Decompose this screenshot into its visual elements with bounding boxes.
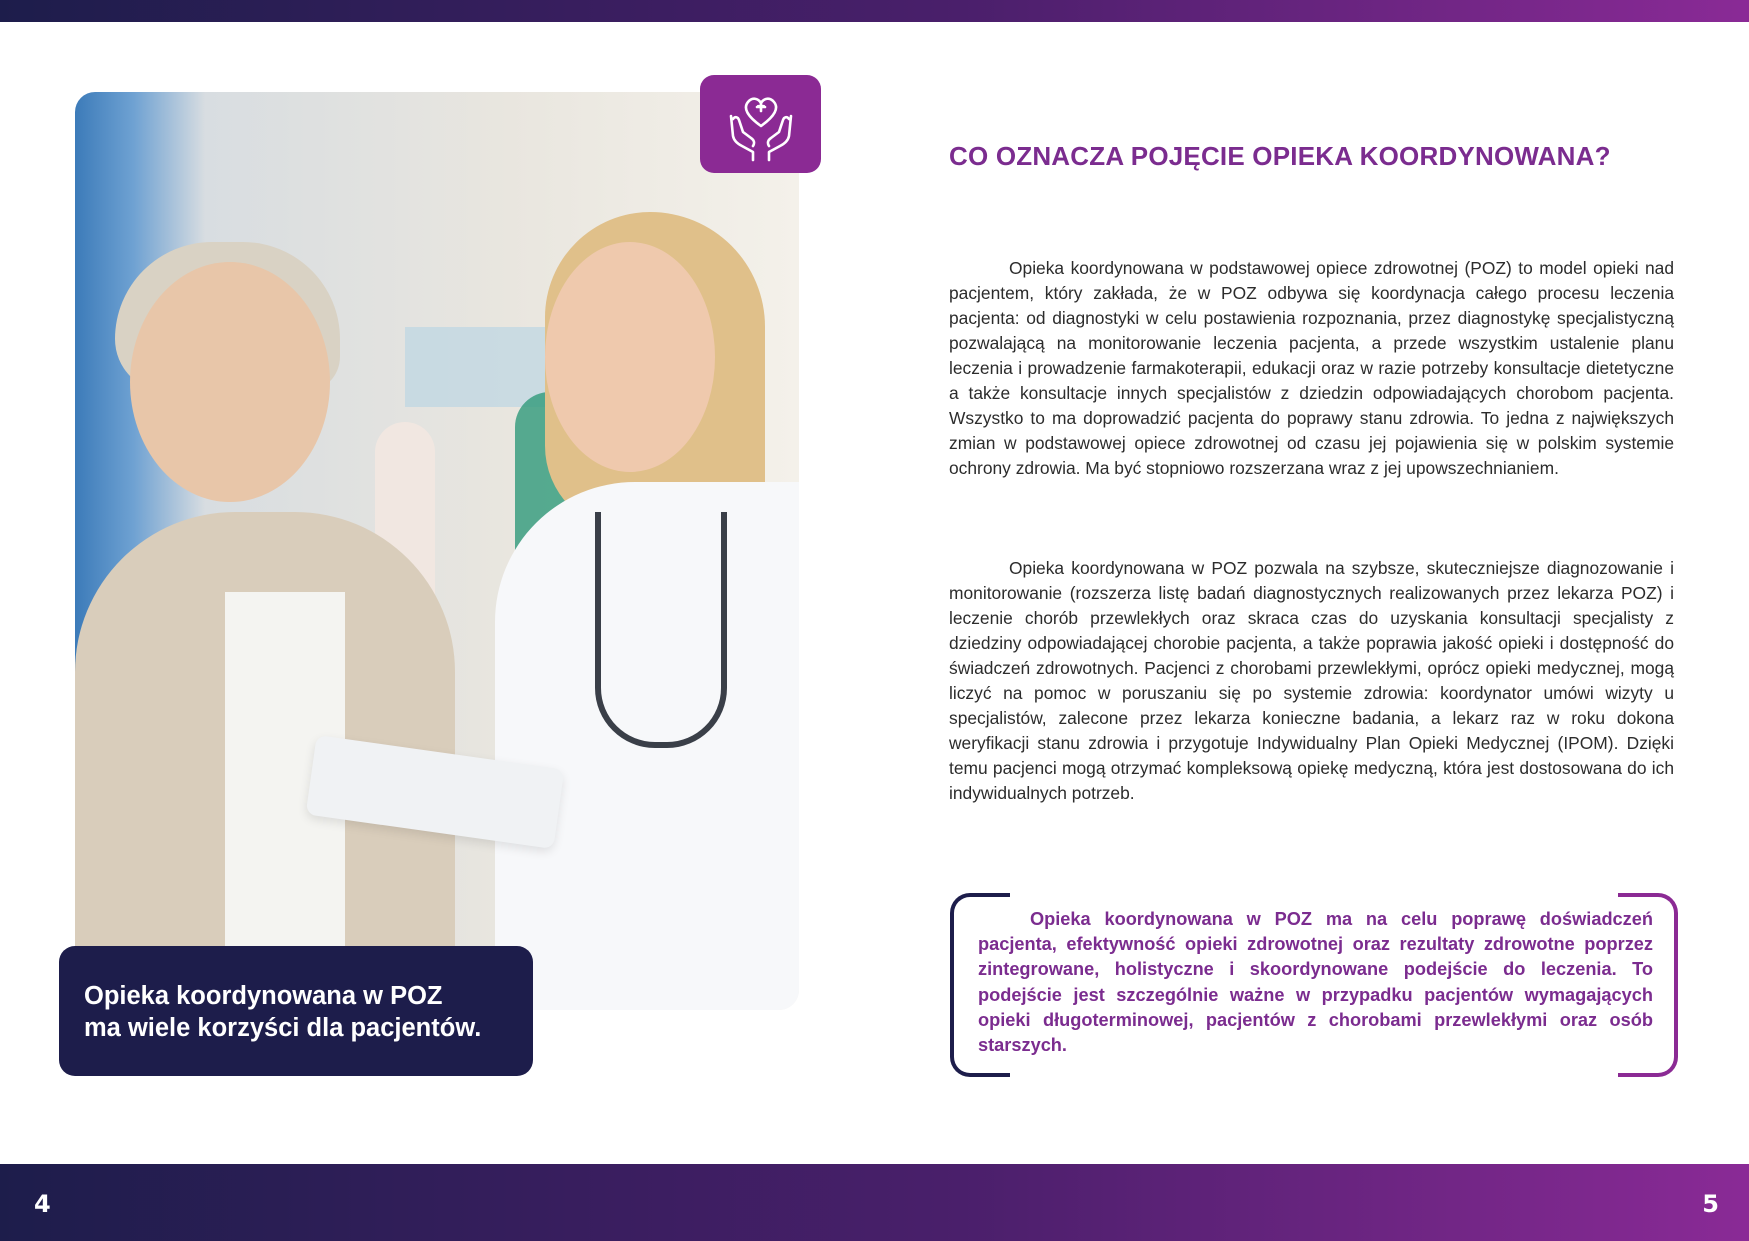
section-heading: CO OZNACZA POJĘCIE OPIEKA KOORDYNOWANA? bbox=[949, 141, 1611, 171]
top-gradient-bar bbox=[0, 0, 1749, 22]
quote-text: Opieka koordynowana w POZ ma na celu poprawę doświadczeń pacjenta, efektywność opieki zdrowotnej oraz rezultaty zdrowotne poprzez zintegrowane, holistyczne i skoordynowane podejście do leczenia. To podejście jest szczególnie ważne w przypadku pacjentów wymagających opieki długoterminowej, pacjentów z chorobami przewlekłymi oraz osób starszych. bbox=[978, 909, 1653, 1056]
footer-gradient-bar bbox=[0, 1164, 1749, 1241]
paragraph-2: Opieka koordynowana w POZ pozwala na szybsze, skuteczniejsze diagnozowanie i monitorowanie (rozszerza listę badań diagnostycznych realizowanych przez lekarza POZ) i leczenie chorób przewlekłych oraz skraca czas do uzyskania konsultacji specjalisty z dziedziny odpowiadającej chorobie pacjenta, a także poprawia jakość opieki i dostępność do świadczeń zdrowotnych. Pacjenci z chorobami przewlekłymi, oprócz opieki medycznej, mogą liczyć na pomoc w poruszaniu się po systemie zdrowia: koordynator umówi wizyty u specjalistów, zalecone przez lekarza konieczne badania, a lekarz raz w roku dokona weryfikacji stanu zdrowia i przygotuje Indywidualny Plan Opieki Medycznej (IPOM). Dzięki temu pacjenci mogą otrzymać kompleksową opiekę medyczną, która jest dostosowana do ich indywidualnych potrzeb. bbox=[949, 558, 1674, 803]
photo-stethoscope bbox=[595, 512, 727, 748]
photo-doctor-face bbox=[545, 242, 715, 472]
caption-line-1: Opieka koordynowana w POZ bbox=[84, 982, 443, 1010]
hands-heart-cross-icon bbox=[700, 75, 821, 173]
paragraph-1: Opieka koordynowana w podstawowej opiece zdrowotnej (POZ) to model opieki nad pacjentem, który zakłada, że w POZ odbywa się koordynacja całego procesu leczenia pacjenta: od diagnostyki w celu postawienia rozpoznania, przez diagnostykę specjalistyczną pozwalającą na monitorowanie leczenia pacjenta, a przede wszystkim ustalenie planu leczenia i prowadzenie farmakoterapii, edukacji oraz w razie potrzeby konsultacje dietetyczne a także konsultacje innych specjalistów z dziedzin odpowiadających chorobom pacjenta. Wszystko to ma doprowadzić pacjenta do poprawy stanu zdrowia. To jedna z największych zmian w podstawowej opiece zdrowotnej od czasu jej pojawienia się w polskim systemie ochrony zdrowia. Ma być stopniowo rozszerzana wraz z jej upowszechnianiem. bbox=[949, 258, 1674, 478]
highlight-quote bbox=[950, 893, 1678, 1077]
doctor-patient-photo bbox=[75, 92, 799, 1010]
caption-line-2: ma wiele korzyści dla pacjentów. bbox=[84, 1014, 482, 1042]
caption-box bbox=[59, 946, 533, 1076]
page-number-right: 5 bbox=[1702, 1190, 1719, 1218]
photo-patient-face bbox=[130, 262, 330, 502]
page-number-left: 4 bbox=[34, 1190, 51, 1218]
